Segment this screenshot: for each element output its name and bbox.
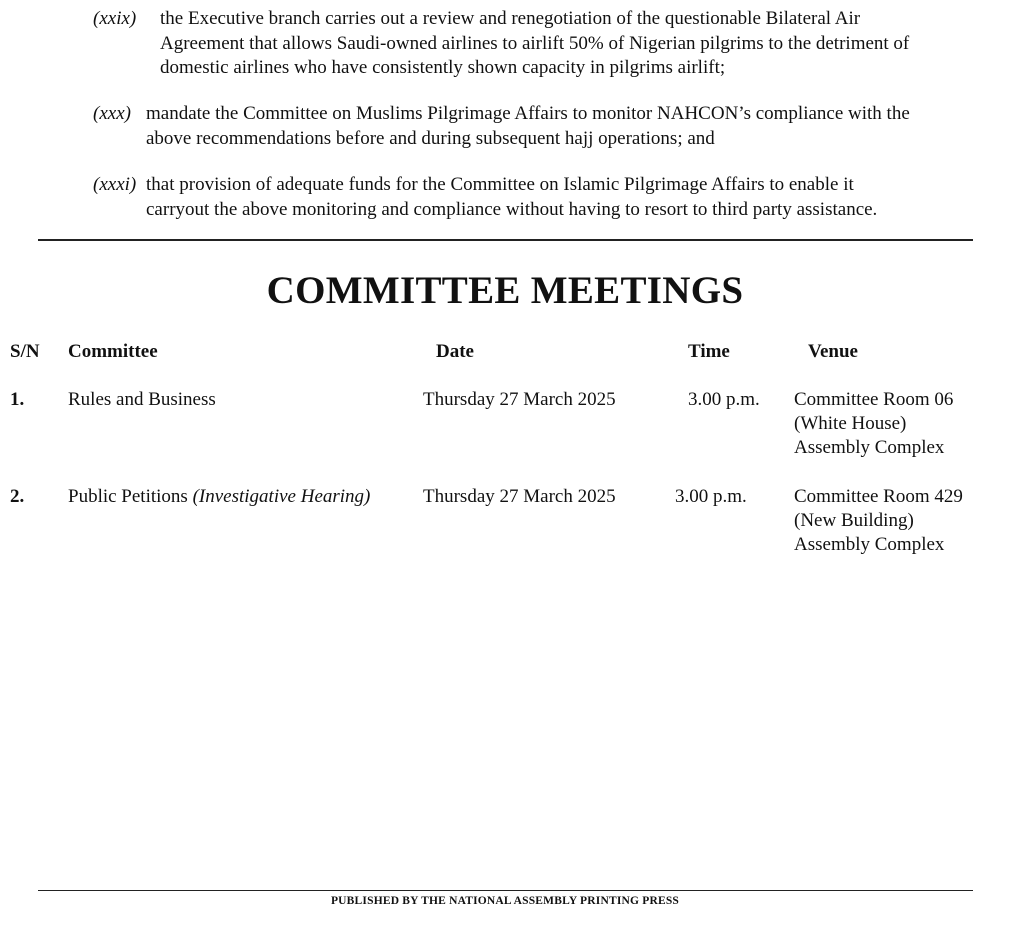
row-venue: [794, 388, 953, 460]
row-date: Thursday 27 March 2025: [423, 389, 616, 410]
recommendation-line: the Executive branch carries out a review and renegotiation of the questionable Bilateral Air: [160, 8, 861, 29]
row-sn: 2.: [10, 486, 25, 507]
header-sn: S/N: [10, 341, 40, 362]
row-time: 3.00 p.m.: [675, 486, 747, 507]
recommendation-text: [146, 173, 970, 222]
header-time: Time: [688, 341, 730, 362]
venue-line: Committee Room 429: [794, 486, 963, 507]
venue-line: Committee Room 06: [794, 389, 954, 410]
header-committee: Committee: [68, 341, 158, 362]
recommendation-xxxi: [93, 173, 973, 223]
recommendation-line: that provision of adequate funds for the Committee on Islamic Pilgrimage Affairs to enable it: [146, 174, 854, 195]
section-divider: [38, 239, 973, 241]
recommendation-xxix: [93, 7, 973, 81]
recommendation-line: domestic airlines who have consistently shown capacity in pilgrims airlift;: [160, 57, 726, 78]
header-date: Date: [436, 341, 474, 362]
recommendation-number: (xxx): [93, 103, 131, 124]
row-venue: [794, 485, 963, 557]
recommendation-number: (xxxi): [93, 174, 137, 195]
footer-publisher: PUBLISHED BY THE NATIONAL ASSEMBLY PRINTING PRESS: [330, 895, 680, 907]
committee-name: Public Petitions: [68, 486, 188, 507]
recommendation-line: mandate the Committee on Muslims Pilgrimage Affairs to monitor NAHCON’s compliance with the: [146, 103, 910, 124]
committee-note: (Investigative Hearing): [192, 486, 371, 507]
recommendation-number: (xxix): [93, 8, 137, 29]
row-committee: [68, 388, 216, 412]
venue-line: Assembly Complex: [794, 534, 945, 555]
footer-divider: [38, 890, 973, 891]
venue-line: (New Building): [794, 510, 914, 531]
row-time: 3.00 p.m.: [688, 389, 760, 410]
venue-line: (White House): [794, 413, 907, 434]
header-venue: Venue: [808, 341, 858, 362]
recommendation-xxx: [93, 102, 973, 152]
row-committee: [68, 485, 370, 509]
row-sn: 1.: [10, 389, 25, 410]
recommendation-text: [160, 7, 970, 81]
recommendation-text: [146, 102, 970, 151]
committee-name: Rules and Business: [68, 389, 216, 410]
recommendation-line: above recommendations before and during subsequent hajj operations; and: [146, 127, 715, 149]
row-date: Thursday 27 March 2025: [423, 486, 616, 507]
recommendation-line: carryout the above monitoring and compliance without having to resort to third party assistance.: [146, 198, 878, 220]
recommendation-line: Agreement that allows Saudi-owned airlines to airlift 50% of Nigerian pilgrims to the detriment of: [160, 32, 910, 54]
venue-line: Assembly Complex: [794, 437, 945, 458]
section-title: COMMITTEE MEETINGS: [266, 269, 744, 312]
